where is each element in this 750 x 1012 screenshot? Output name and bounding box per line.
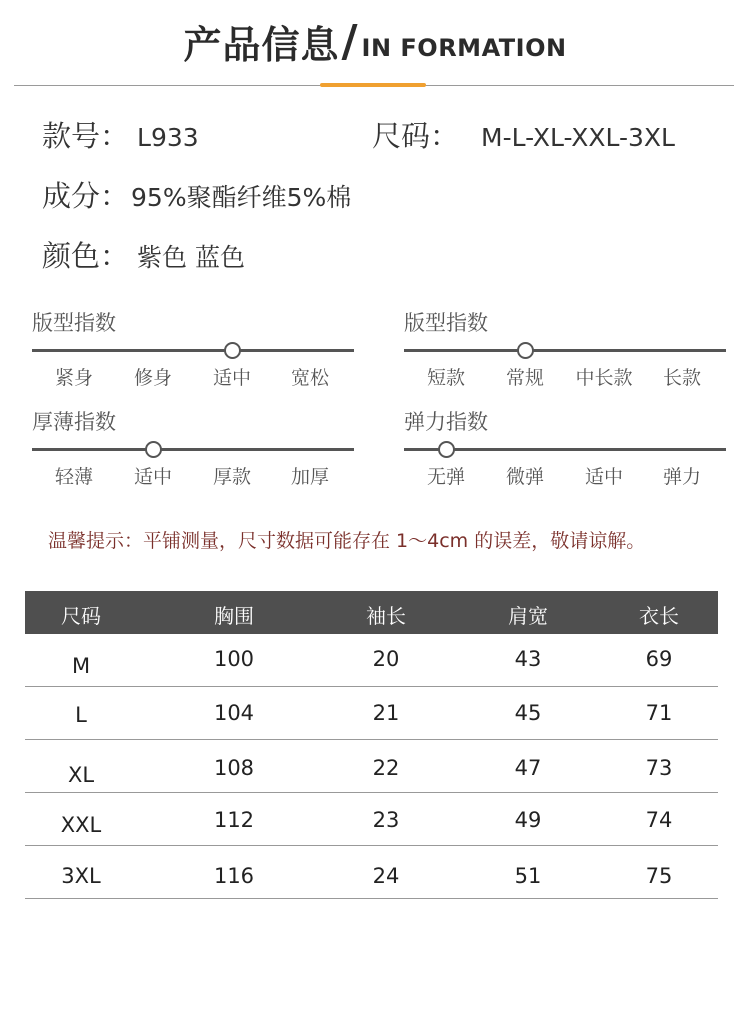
scale-option: 修身 [133,367,172,389]
column-header: 胸围 [214,604,254,628]
composition-value: 95%聚酯纤维5%棉 [131,183,352,212]
measurement-tip: 温馨提示：平铺测量，尺寸数据可能存在 1～4cm 的误差，敬请谅解。 [48,530,646,552]
table-cell: 108 [213,756,255,780]
table-row [25,634,718,687]
scale-indicator [517,342,534,359]
scale-option: 轻薄 [54,466,93,488]
scale-option: 长款 [662,367,701,389]
color-label: 颜色： [42,239,130,273]
scale-option: 紧身 [54,367,93,389]
style-number-label: 款号： [42,119,130,153]
column-header: 袖长 [366,604,406,628]
scale-track [32,448,354,451]
table-cell: 51 [514,864,542,888]
table-cell: 69 [645,647,673,671]
table-cell: 22 [372,756,400,780]
composition [42,174,351,215]
scale-track [32,349,354,352]
size-table [25,591,718,899]
table-cell: 45 [514,701,542,725]
table-cell: 71 [645,701,673,725]
table-cell: 112 [213,808,255,832]
size-range-value: M-L-XL-XXL-3XL [481,123,675,152]
color-value: 紫色 蓝色 [137,243,245,272]
table-cell: 74 [645,808,673,832]
scale-indicator [438,441,455,458]
scale-option: 宽松 [290,367,329,389]
scale-indicator [145,441,162,458]
scale-indicator [224,342,241,359]
style-number-value: L933 [137,123,199,152]
scale-title: 弹力指数 [404,410,488,434]
size-range [372,114,675,155]
table-cell: L [75,703,87,727]
column-header: 肩宽 [508,604,548,628]
table-cell: 116 [213,864,255,888]
table-cell: M [71,654,91,678]
length-index-scale [404,307,729,389]
color-options [42,234,245,275]
table-cell: 100 [213,647,255,671]
scale-option: 常规 [505,367,544,389]
scale-track [404,349,726,352]
scale-option: 适中 [133,466,172,488]
fit-index-scale [32,307,357,389]
scale-option: 中长款 [575,367,633,389]
thickness-index-scale [32,406,357,488]
table-cell: 23 [372,808,400,832]
table-cell: 49 [514,808,542,832]
table-cell: 47 [514,756,542,780]
table-cell: 3XL [61,864,101,888]
table-cell: XXL [60,813,102,837]
scale-title: 版型指数 [32,311,116,335]
scale-option: 厚款 [212,466,251,488]
page-subtitle: IN FORMATION [361,33,567,62]
table-cell: 104 [213,701,255,725]
scale-option: 弹力 [662,466,701,488]
table-row [25,793,718,846]
table-cell: 20 [372,647,400,671]
table-header [25,591,718,634]
header-accent-bar [320,83,426,87]
scale-option: 微弹 [505,466,544,488]
scale-title: 版型指数 [404,311,488,335]
table-cell: 21 [372,701,400,725]
style-number [42,114,199,155]
table-cell: 75 [645,864,673,888]
table-row [25,846,718,899]
table-row [25,687,718,740]
scale-option: 适中 [584,466,623,488]
column-header: 尺码 [61,604,101,628]
elasticity-index-scale [404,406,729,488]
scale-option: 短款 [426,367,465,389]
scale-option: 无弹 [426,466,465,488]
table-cell: 43 [514,647,542,671]
page-header [0,14,750,69]
table-cell: 24 [372,864,400,888]
scale-option: 适中 [212,367,251,389]
scale-option: 加厚 [290,466,329,488]
size-range-label: 尺码： [372,119,460,153]
table-row [25,740,718,793]
title-slash: / [341,16,358,67]
composition-label: 成分： [42,179,130,213]
table-cell: XL [67,763,95,787]
column-header: 衣长 [639,604,679,628]
scale-title: 厚薄指数 [32,410,116,434]
page-title: 产品信息 [183,23,340,67]
table-cell: 73 [645,756,673,780]
